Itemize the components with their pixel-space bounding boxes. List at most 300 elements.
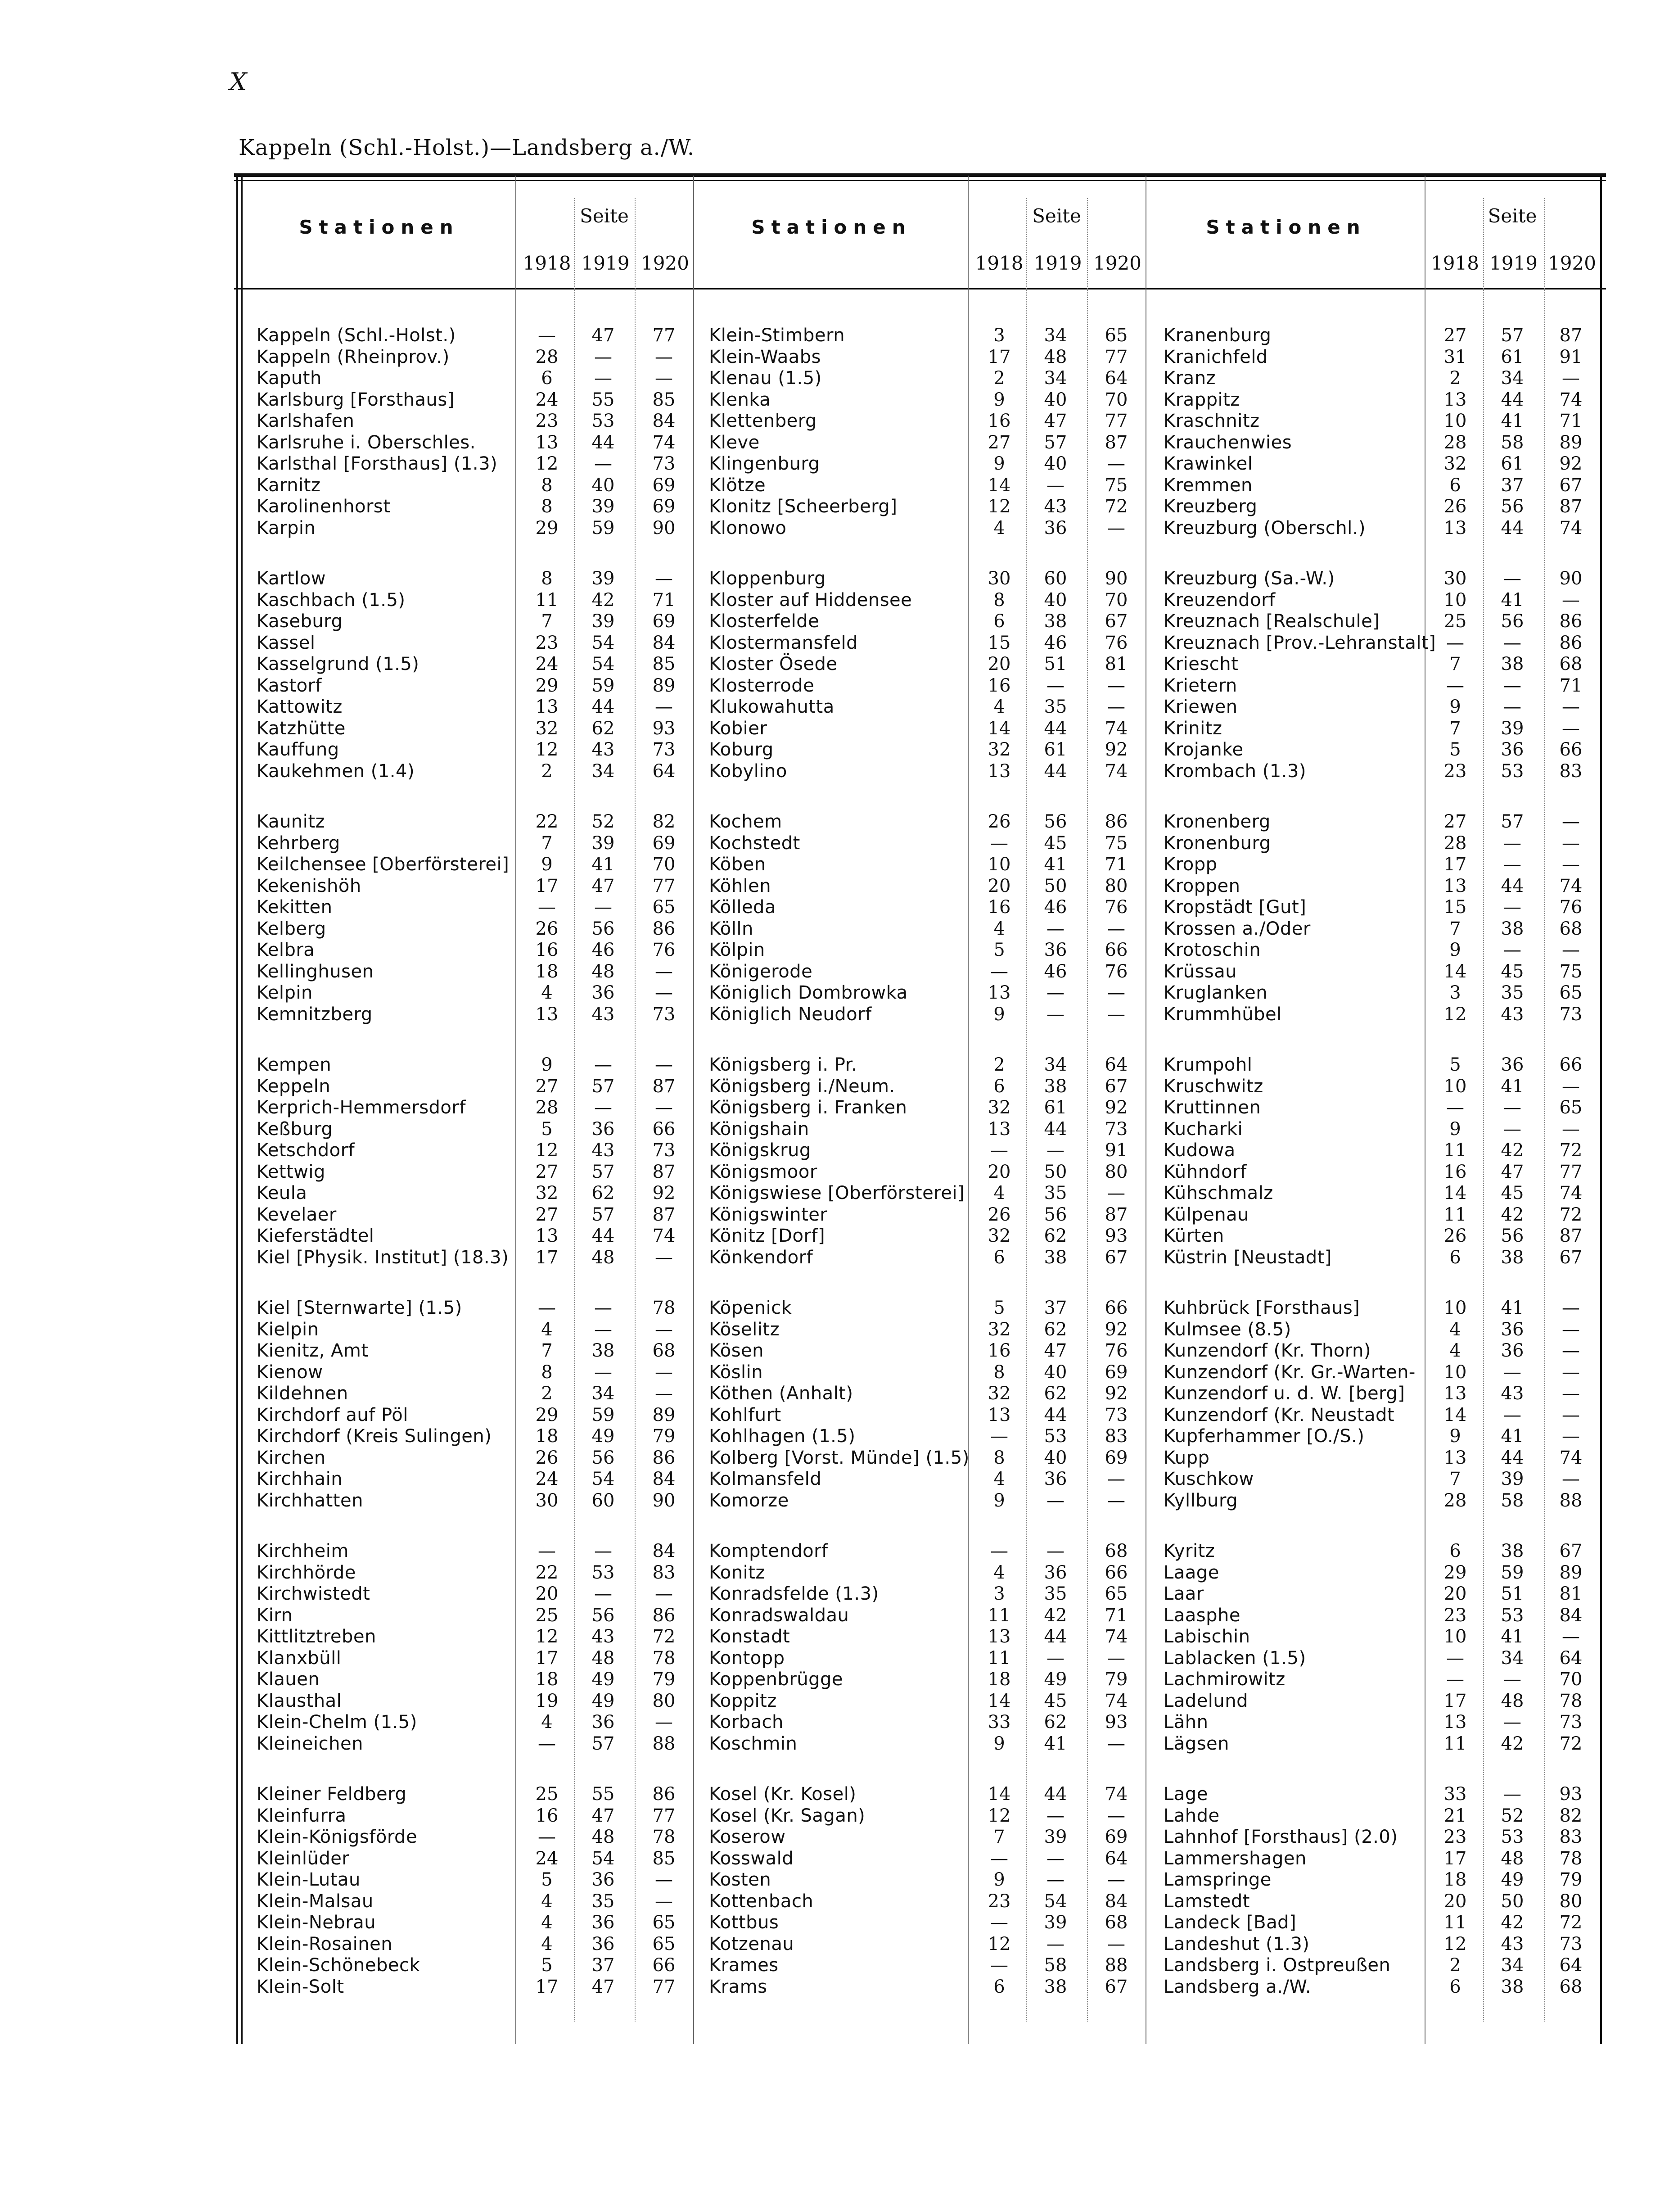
station-name: Kirchhörde [257, 1562, 356, 1583]
page-ref-1918: 4 [993, 697, 1005, 717]
table-row [0, 1712, 1678, 1733]
page-ref-1919: 48 [1501, 1848, 1524, 1869]
page-ref-1919: 49 [591, 1690, 615, 1711]
page-ref-1919: — [1503, 697, 1521, 717]
station-name: Kirchen [257, 1447, 326, 1468]
page-ref-1920: 70 [1105, 389, 1128, 410]
page-ref-1918: 7 [541, 611, 553, 632]
header-stationen: Stationen [1206, 216, 1367, 238]
page-ref-1918: 9 [1449, 940, 1461, 960]
table-row [0, 1891, 1678, 1913]
station-name: Kiel [Sternwarte] (1.5) [257, 1298, 462, 1318]
page-ref-1919: 38 [1501, 1541, 1524, 1561]
station-name: Kienitz, Amt [257, 1340, 369, 1361]
page-ref-1920: 68 [1559, 654, 1583, 674]
page-ref-1919: 35 [591, 1891, 615, 1912]
page-ref-1918: 15 [988, 632, 1011, 653]
page-ref-1918: — [990, 1426, 1008, 1447]
page-ref-1920: — [655, 697, 673, 717]
table-row [0, 496, 1678, 518]
page-ref-1919: 49 [591, 1669, 615, 1690]
page-ref-1918: 10 [1443, 589, 1467, 611]
station-name: Kirn [257, 1605, 293, 1626]
page-ref-1920: 65 [1105, 325, 1128, 346]
page-ref-1919: 34 [1044, 368, 1067, 389]
page-ref-1920: — [1562, 1404, 1580, 1425]
page-ref-1920: 68 [1559, 918, 1583, 939]
station-name: Landeshut (1.3) [1164, 1933, 1310, 1954]
page-ref-1919: 34 [1044, 325, 1067, 346]
page-ref-1918: — [990, 1955, 1008, 1976]
station-name: Köben [709, 854, 766, 875]
station-group [0, 1784, 1678, 1998]
station-name: Kronenburg [1164, 832, 1271, 854]
page-ref-1919: 53 [591, 411, 615, 431]
page-ref-1919: 38 [1044, 1976, 1067, 1997]
station-name: Kronenberg [1164, 811, 1271, 832]
header-seite: Seite [1032, 205, 1081, 227]
page-ref-1919: 43 [1501, 1383, 1524, 1404]
page-ref-1920: 66 [1105, 1298, 1128, 1318]
page-ref-1920: 80 [1559, 1891, 1583, 1912]
page-ref-1920: — [655, 568, 673, 589]
page-ref-1918: 4 [993, 918, 1005, 939]
page-ref-1918: 4 [541, 1319, 553, 1340]
page-ref-1919: 48 [591, 961, 615, 982]
page-ref-1919: 54 [591, 1469, 615, 1489]
table-row [0, 897, 1678, 918]
page-ref-1919: 57 [1501, 811, 1524, 832]
page-ref-1918: — [990, 1140, 1008, 1161]
station-name: Karlsruhe i. Oberschles. [257, 432, 476, 453]
station-name: Konradsfelde (1.3) [709, 1583, 879, 1604]
page-ref-1920: 72 [1559, 1912, 1583, 1933]
page-ref-1918: 5 [541, 1869, 553, 1890]
page-ref-1919: — [1046, 475, 1065, 496]
station-name: Kranz [1164, 368, 1216, 389]
station-name: Kerprich-Hemmersdorf [257, 1097, 466, 1118]
page-ref-1919: 39 [591, 832, 615, 854]
page-ref-1919: 45 [1044, 832, 1067, 854]
page-ref-1918: 7 [1449, 1469, 1461, 1489]
page-ref-1918: 9 [1449, 1118, 1461, 1140]
station-name: Lage [1164, 1784, 1208, 1805]
page-ref-1920: — [1107, 982, 1125, 1003]
page-ref-1919: 43 [1501, 1933, 1524, 1954]
station-name: Landsberg i. Ostpreußen [1164, 1955, 1391, 1976]
page-ref-1919: 53 [1501, 760, 1524, 782]
page-ref-1918: 32 [988, 1319, 1011, 1340]
page-ref-1920: 67 [1559, 1247, 1583, 1268]
page-ref-1918: 12 [1443, 1004, 1467, 1025]
station-name: Kunzendorf u. d. W. [berg] [1164, 1383, 1405, 1404]
page-ref-1920: 76 [1105, 897, 1128, 918]
station-name: Kekitten [257, 897, 333, 918]
station-name: Konstadt [709, 1626, 790, 1647]
page-number: X [230, 68, 247, 96]
page-ref-1918: 27 [535, 1161, 559, 1182]
page-ref-1919: 52 [1501, 1805, 1524, 1826]
station-group [0, 325, 1678, 539]
page-ref-1920: 93 [1105, 1226, 1128, 1246]
page-ref-1920: 64 [652, 760, 676, 782]
station-group [0, 1541, 1678, 1755]
table-row [0, 518, 1678, 539]
page-ref-1918: 25 [535, 1605, 559, 1626]
page-ref-1919: 45 [1044, 1690, 1067, 1711]
page-ref-1918: 17 [1443, 1848, 1467, 1869]
page-ref-1918: 9 [993, 1004, 1005, 1025]
page-ref-1919: 49 [1044, 1669, 1067, 1690]
page-ref-1919: 41 [1501, 589, 1524, 611]
table-row [0, 389, 1678, 411]
station-name: Köselitz [709, 1319, 780, 1340]
page-ref-1918: 22 [535, 811, 559, 832]
page-ref-1918: 13 [1443, 1447, 1467, 1468]
page-ref-1919: 53 [591, 1562, 615, 1583]
station-name: Karpin [257, 517, 316, 538]
page-ref-1918: — [990, 961, 1008, 982]
page-ref-1920: 69 [1105, 1362, 1128, 1383]
station-name: Kranenburg [1164, 325, 1272, 346]
station-name: Klein-Solt [257, 1976, 344, 1997]
page-ref-1920: 84 [652, 1541, 676, 1561]
page-ref-1920: 86 [1559, 632, 1583, 653]
page-ref-1918: 11 [1443, 1733, 1467, 1754]
station-name: Konitz [709, 1562, 765, 1583]
page-ref-1919: 40 [1044, 1447, 1067, 1468]
station-name: Koppitz [709, 1690, 777, 1711]
page-ref-1918: 32 [988, 1383, 1011, 1404]
page-ref-1918: 8 [541, 475, 553, 496]
station-name: Krams [709, 1976, 767, 1997]
page-ref-1918: 26 [535, 918, 559, 939]
page-ref-1920: 92 [1105, 739, 1128, 760]
page-ref-1919: 57 [591, 1161, 615, 1182]
page-ref-1919: 40 [591, 475, 615, 496]
page-ref-1918: 4 [541, 1891, 553, 1912]
page-ref-1918: 23 [1443, 760, 1467, 782]
page-ref-1920: 74 [1559, 1447, 1583, 1468]
page-ref-1919: 40 [1044, 589, 1067, 611]
page-ref-1918: 18 [1443, 1869, 1467, 1890]
page-ref-1918: — [990, 1848, 1008, 1869]
station-name: Kolberg [Vorst. Münde] (1.5) [709, 1447, 970, 1468]
station-name: Kreuznach [Realschule] [1164, 611, 1380, 632]
station-name: Kreuzburg (Oberschl.) [1164, 517, 1366, 538]
page-ref-1920: — [1562, 368, 1580, 389]
station-name: Kaschbach (1.5) [257, 589, 406, 611]
station-name: Königerode [709, 961, 813, 982]
station-name: Kraschnitz [1164, 411, 1260, 431]
table-row [0, 1119, 1678, 1140]
page-ref-1919: 57 [1501, 325, 1524, 346]
page-ref-1920: 76 [1105, 961, 1128, 982]
page-ref-1919: — [1046, 1933, 1065, 1954]
station-name: Klauen [257, 1669, 320, 1690]
page-ref-1919: 62 [1044, 1383, 1067, 1404]
table-row [0, 1605, 1678, 1627]
page-ref-1920: 85 [652, 1848, 676, 1869]
page-ref-1920: 86 [652, 1605, 676, 1626]
page-ref-1918: 13 [535, 432, 559, 453]
page-ref-1919: 59 [591, 1404, 615, 1425]
page-ref-1919: 39 [1044, 1912, 1067, 1933]
page-ref-1920: 92 [652, 1183, 676, 1203]
station-name: Keula [257, 1183, 307, 1203]
station-name: Kloster Ösede [709, 654, 838, 674]
page-ref-1919: 50 [1044, 1161, 1067, 1182]
page-ref-1920: 75 [1105, 475, 1128, 496]
page-ref-1918: 12 [988, 496, 1011, 517]
page-ref-1920: 65 [652, 1933, 676, 1954]
page-ref-1919: 36 [1501, 739, 1524, 760]
page-ref-1919: 39 [1044, 1827, 1067, 1847]
page-ref-1918: 6 [1449, 1541, 1461, 1561]
page-ref-1918: 8 [541, 1362, 553, 1383]
page-ref-1918: 18 [535, 1426, 559, 1447]
station-name: Klein-Chelm (1.5) [257, 1712, 417, 1733]
page-ref-1920: 77 [652, 1976, 676, 1997]
table-row [0, 697, 1678, 718]
station-name: Klonowo [709, 517, 787, 538]
page-ref-1919: 41 [1501, 411, 1524, 431]
station-name: Kleinfurra [257, 1805, 347, 1826]
station-name: Klenau (1.5) [709, 368, 822, 389]
page-ref-1920: — [655, 1054, 673, 1075]
page-ref-1919: 44 [1501, 1447, 1524, 1468]
page-ref-1920: 70 [1105, 589, 1128, 611]
page-ref-1918: 3 [1449, 982, 1461, 1003]
page-ref-1918: 16 [988, 675, 1011, 696]
page-ref-1920: 78 [652, 1827, 676, 1847]
table-row [0, 961, 1678, 983]
station-name: Keppeln [257, 1076, 331, 1097]
page-ref-1919: 36 [1501, 1319, 1524, 1340]
page-ref-1918: 4 [541, 1933, 553, 1954]
station-name: Kirchdorf auf Pöl [257, 1404, 408, 1425]
page-ref-1918: 8 [541, 568, 553, 589]
page-ref-1918: 17 [535, 875, 559, 896]
station-name: Königlich Dombrowka [709, 982, 908, 1003]
page-ref-1920: — [1562, 1383, 1580, 1404]
page-ref-1918: 12 [1443, 1933, 1467, 1954]
page-ref-1920: 74 [1105, 760, 1128, 782]
station-name: Lamspringe [1164, 1869, 1272, 1890]
page-ref-1918: 16 [988, 897, 1011, 918]
table-row [0, 633, 1678, 654]
station-name: Katzhütte [257, 718, 346, 739]
page-ref-1920: 67 [1105, 611, 1128, 632]
page-ref-1918: 24 [535, 389, 559, 410]
page-ref-1918: 20 [535, 1583, 559, 1604]
page-ref-1919: 41 [1501, 1298, 1524, 1318]
page-ref-1920: 65 [1105, 1583, 1128, 1604]
page-ref-1920: — [1107, 1733, 1125, 1754]
station-name: Klein-Königsförde [257, 1827, 418, 1847]
page-ref-1920: — [655, 982, 673, 1003]
table-row [0, 940, 1678, 961]
table-row [0, 1469, 1678, 1490]
page-ref-1919: 47 [1044, 1340, 1067, 1361]
page-ref-1918: 6 [541, 368, 553, 389]
station-name: Klein-Stimbern [709, 325, 845, 346]
table-row [0, 1247, 1678, 1269]
header-year: 1920 [1093, 252, 1141, 274]
station-name: Könkendorf [709, 1247, 813, 1268]
page-ref-1920: 65 [1559, 1097, 1583, 1118]
station-name: Kroppen [1164, 875, 1240, 896]
page-ref-1920: 72 [1559, 1733, 1583, 1754]
station-name: Kirchhatten [257, 1490, 363, 1511]
station-name: Kölln [709, 918, 753, 939]
station-name: Karlshafen [257, 411, 355, 431]
station-name: Klonitz [Scheerberg] [709, 496, 898, 517]
page-ref-1919: 44 [1044, 1784, 1067, 1805]
page-ref-1920: 70 [1559, 1669, 1583, 1690]
page-ref-1920: — [1107, 675, 1125, 696]
station-name: Kriescht [1164, 654, 1239, 674]
table-row [0, 854, 1678, 876]
page-ref-1918: 33 [1443, 1784, 1467, 1805]
page-ref-1919: 43 [1501, 1004, 1524, 1025]
station-name: Kienow [257, 1362, 323, 1383]
page-ref-1919: 57 [591, 1076, 615, 1097]
page-ref-1920: — [1562, 1319, 1580, 1340]
station-name: Kottbus [709, 1912, 779, 1933]
page-ref-1918: 9 [541, 854, 553, 875]
page-ref-1920: 69 [1105, 1447, 1128, 1468]
page-ref-1920: 89 [652, 1404, 676, 1425]
station-name: Klosterfelde [709, 611, 820, 632]
page-ref-1920: — [1562, 1469, 1580, 1489]
table-row [0, 654, 1678, 675]
page-ref-1920: — [1107, 1183, 1125, 1203]
page-ref-1919: 36 [591, 1869, 615, 1890]
page-ref-1919: 37 [591, 1955, 615, 1976]
page-ref-1920: 71 [1105, 854, 1128, 875]
page-ref-1919: 51 [1501, 1583, 1524, 1604]
page-ref-1920: — [1562, 1626, 1580, 1647]
station-name: Kosel (Kr. Sagan) [709, 1805, 866, 1826]
page-ref-1919: 56 [591, 1447, 615, 1468]
page-ref-1918: 9 [993, 389, 1005, 410]
page-ref-1919: 42 [1044, 1605, 1067, 1626]
station-name: Kreuzberg [1164, 496, 1258, 517]
page-ref-1920: 72 [1105, 496, 1128, 517]
page-ref-1919: 46 [1044, 897, 1067, 918]
page-ref-1919: — [1503, 1118, 1521, 1140]
page-ref-1918: — [1446, 1669, 1464, 1690]
station-name: Kevelaer [257, 1204, 337, 1225]
page-ref-1920: 90 [1559, 568, 1583, 589]
station-name: Kucharki [1164, 1118, 1243, 1140]
page-ref-1919: 36 [591, 1933, 615, 1954]
station-name: Klanxbüll [257, 1647, 342, 1669]
station-name: Klukowahutta [709, 697, 834, 717]
station-name: Klein-Malsau [257, 1891, 374, 1912]
page-ref-1919: — [1046, 675, 1065, 696]
page-ref-1920: — [1107, 517, 1125, 538]
page-ref-1919: 36 [591, 1912, 615, 1933]
page-ref-1919: 34 [1501, 368, 1524, 389]
page-ref-1918: 9 [1449, 697, 1461, 717]
page-ref-1920: 90 [652, 517, 676, 538]
table-row [0, 1626, 1678, 1648]
page-ref-1920: 77 [652, 875, 676, 896]
page-ref-1919: 54 [591, 1848, 615, 1869]
table-row [0, 590, 1678, 611]
table-row [0, 347, 1678, 368]
page-ref-1919: 44 [1501, 389, 1524, 410]
page-ref-1918: 18 [535, 1669, 559, 1690]
station-name: Korbach [709, 1712, 784, 1733]
table-row [0, 568, 1678, 590]
page-ref-1918: 13 [1443, 1712, 1467, 1733]
station-name: Kranichfeld [1164, 346, 1268, 367]
station-name: Kekenishöh [257, 875, 361, 896]
page-ref-1918: 16 [535, 940, 559, 960]
page-ref-1918: 28 [1443, 432, 1467, 453]
page-ref-1919: 56 [1044, 1204, 1067, 1225]
page-ref-1920: — [1107, 453, 1125, 474]
page-ref-1919: 61 [1044, 1097, 1067, 1118]
page-ref-1920: — [655, 346, 673, 367]
page-ref-1918: 5 [1449, 739, 1461, 760]
page-ref-1918: 23 [535, 632, 559, 653]
page-ref-1918: 20 [988, 875, 1011, 896]
table-row [0, 833, 1678, 855]
page-ref-1919: 41 [591, 854, 615, 875]
page-ref-1918: 9 [541, 1054, 553, 1075]
header-year: 1918 [523, 252, 571, 274]
station-group [0, 568, 1678, 782]
page-ref-1918: 30 [1443, 568, 1467, 589]
page-ref-1919: 57 [591, 1204, 615, 1225]
page-ref-1920: — [1562, 1298, 1580, 1318]
page-ref-1919: 36 [591, 1712, 615, 1733]
page-ref-1920: — [655, 1319, 673, 1340]
page-ref-1919: 54 [591, 632, 615, 653]
page-ref-1919: 42 [1501, 1733, 1524, 1754]
station-name: Köthen (Anhalt) [709, 1383, 853, 1404]
station-name: Krappitz [1164, 389, 1240, 410]
page-ref-1918: 12 [988, 1933, 1011, 1954]
page-ref-1920: 65 [652, 897, 676, 918]
page-ref-1919: 52 [591, 811, 615, 832]
page-ref-1918: 32 [535, 1183, 559, 1203]
page-ref-1919: 40 [1044, 1362, 1067, 1383]
page-ref-1920: 76 [1105, 1340, 1128, 1361]
page-ref-1918: — [1446, 675, 1464, 696]
station-name: Kruttinnen [1164, 1097, 1261, 1118]
page-ref-1918: 30 [988, 568, 1011, 589]
header-year: 1920 [641, 252, 689, 274]
station-name: Kuschkow [1164, 1469, 1254, 1489]
station-name: Köpenick [709, 1298, 792, 1318]
page-ref-1919: 48 [1501, 1690, 1524, 1711]
page-ref-1918: 17 [1443, 1690, 1467, 1711]
page-ref-1919: 36 [591, 982, 615, 1003]
page-ref-1920: 75 [1559, 961, 1583, 982]
page-ref-1920: 89 [652, 675, 676, 696]
page-ref-1920: 74 [1105, 718, 1128, 739]
table-row [0, 1183, 1678, 1204]
page-ref-1918: 9 [993, 453, 1005, 474]
page-ref-1919: 42 [591, 589, 615, 611]
page-ref-1920: 86 [652, 1447, 676, 1468]
page-ref-1918: 32 [535, 718, 559, 739]
